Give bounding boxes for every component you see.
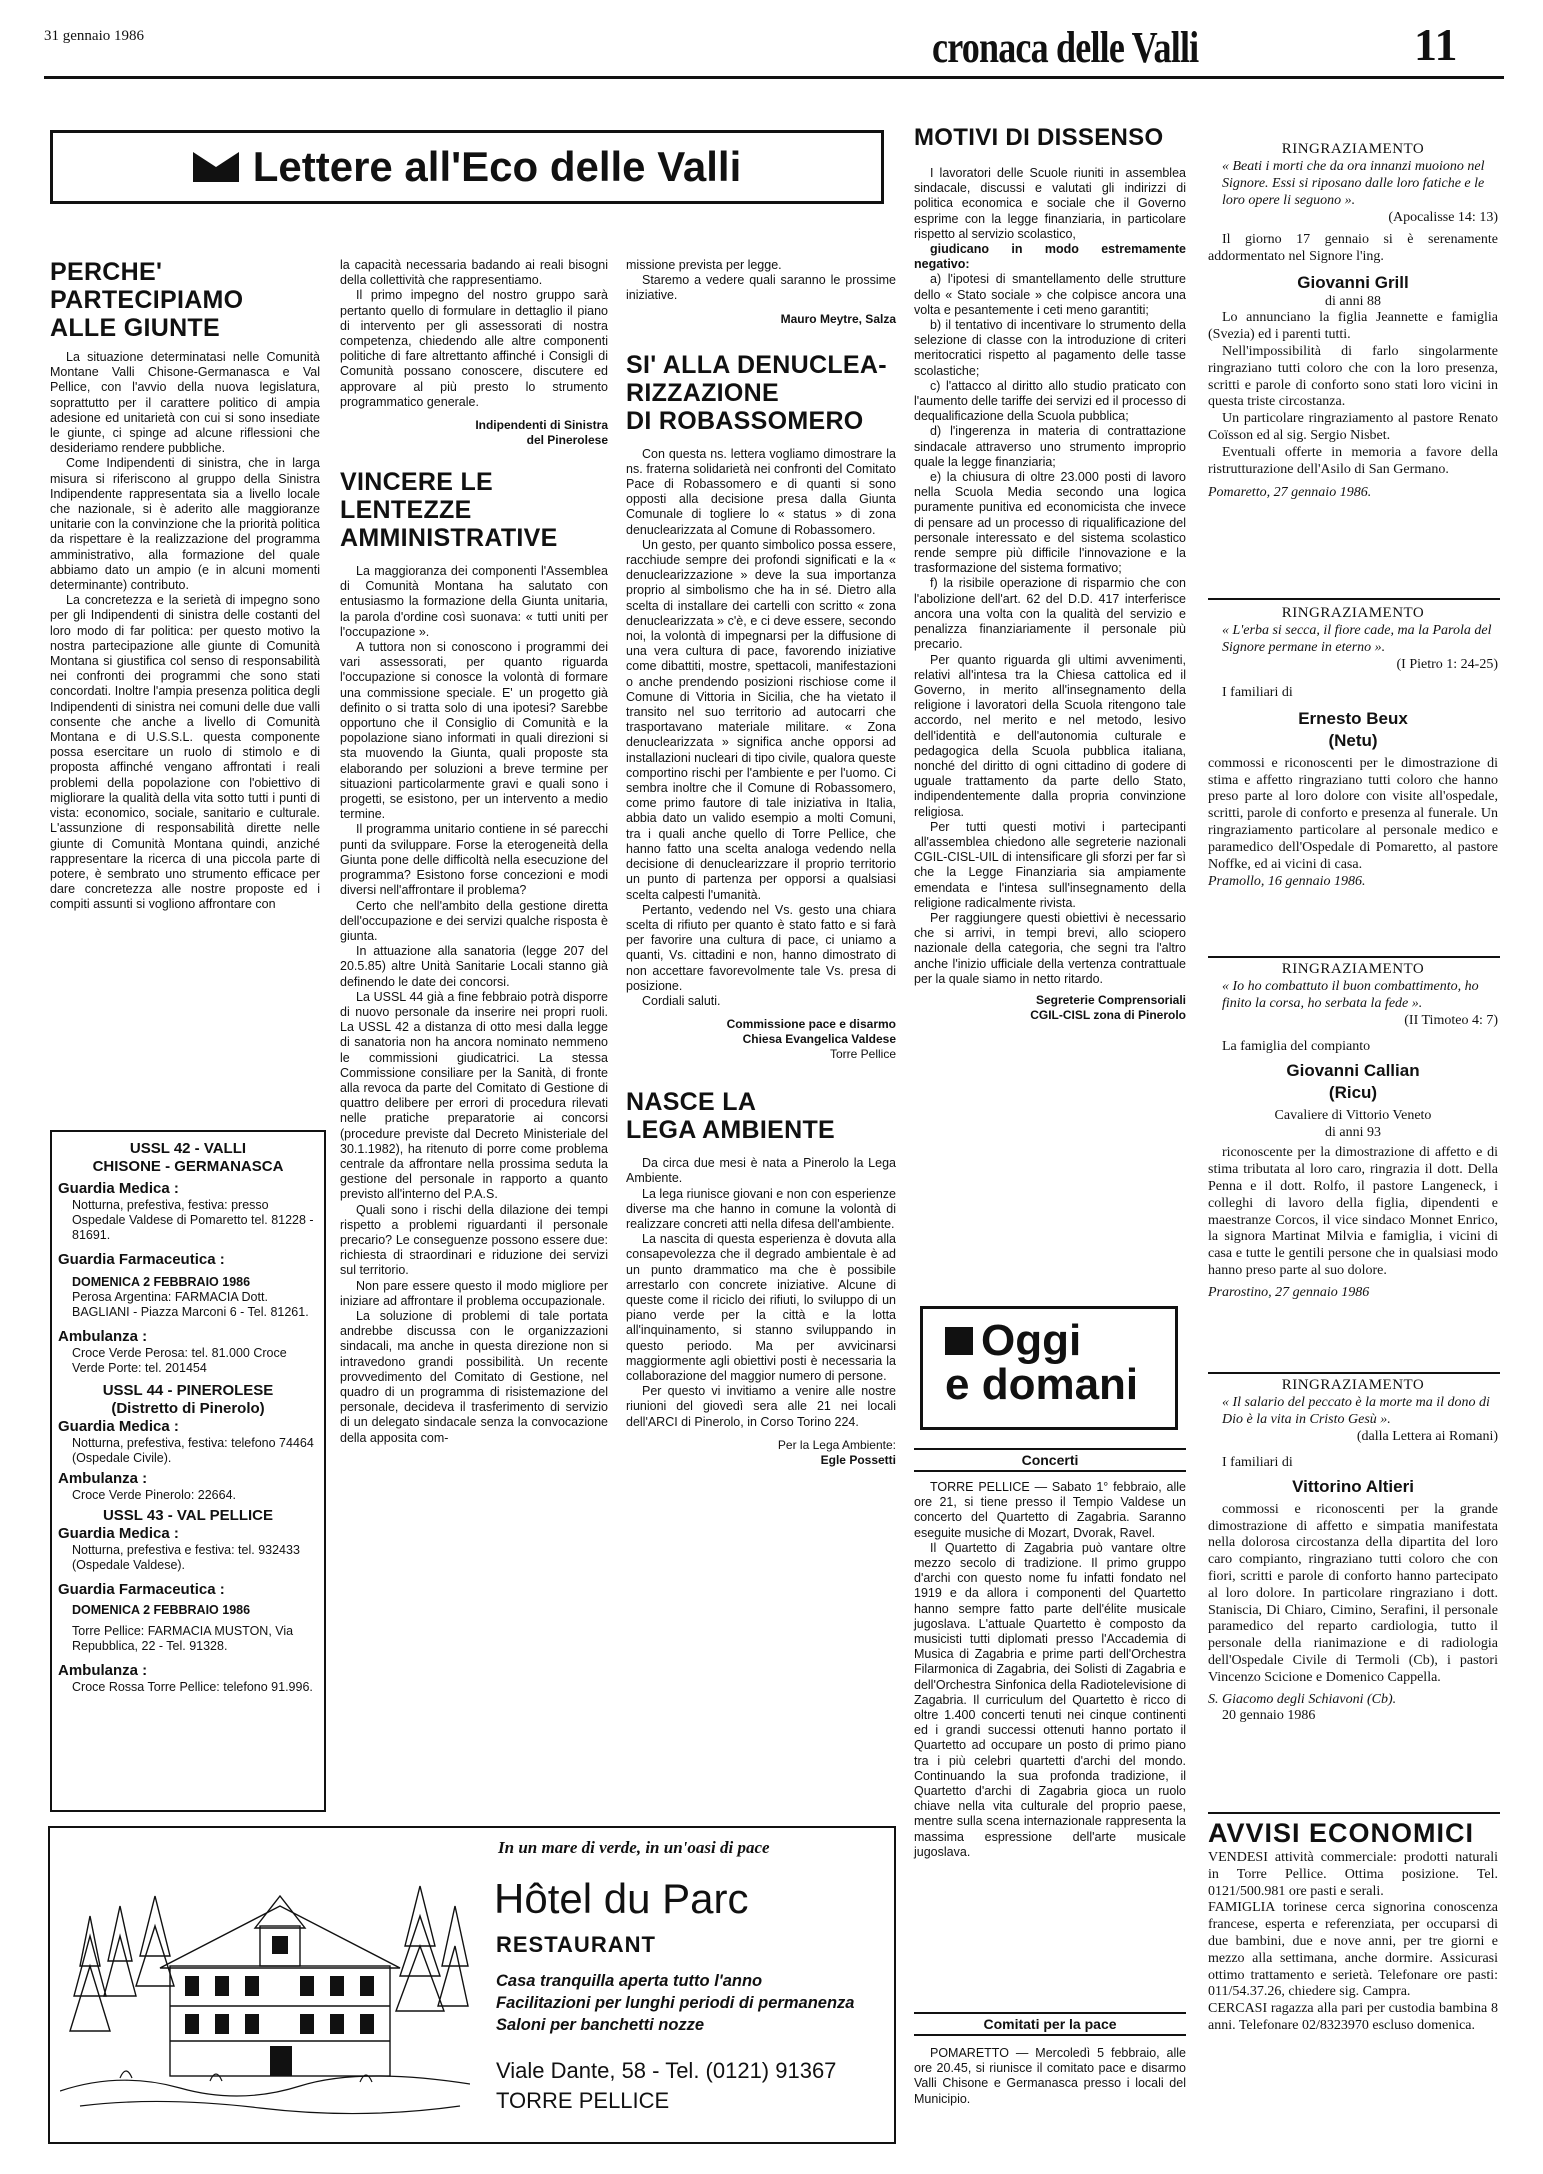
paragraph: Un gesto, per quanto simbolico possa essere, racchiude sempre dei profondi significati e la « denuclearizzazione » deve la sua importanza proprio al simbolismo che ha in sé. Dietro alla scelta di installare dei cartelli con scritto « zona denuclearizzata » c'è, e ci deve essere, secondo noi, la volontà di impegnarsi per la diffusione di una vera cultura di pace, favorendo iniziative come dibattiti, mostre, spettacoli, manifestazioni o anche prendendo posizioni rischiose come il Comune di Vittoria in Sicilia, che ha vietato il transito nel suo territorio ad autocarri che trasportavano materiale militare. « Zona denuclearizzata » significa anche opporsi ad installazioni nucleari di tipo civile, qualora queste comportino rischi per l'ambiente e per l'uomo. Ci sembra inoltre che il Comune di Robassomero, come primo fautore di tale iniziativa in Italia, abbia dato un valido esempio a molti Comuni, tra i quali anche quello di Torre Pellice, che hanno fatto una scelta analoga vedendo nella decisione di denuclearizzare il proprio territorio un punto di partenza per opporsi a qualsiasi scelta calpesti l'umanità. — [626, 537, 896, 902]
divider — [1208, 1812, 1500, 1814]
paragraph: Il programma unitario contiene in sé parecchi punti da sviluppare. Forse la eterogeneità della Giunta pone delle difficoltà nella esecuzione del programma? Esistono forse concezioni e modi diversi nell'affrontare il problema? — [340, 822, 608, 898]
ringraziamento-body — [1208, 310, 1498, 478]
column-4 — [914, 124, 1186, 1023]
paragraph: a) l'ipotesi di smantellamento delle strutture dello « Stato sociale » che colpisce ancora una volta e pesantemente i ceti meno garantiti; — [914, 272, 1186, 317]
comitati-heading: Comitati per la pace — [914, 2012, 1186, 2036]
paragraph: Per raggiungere questi obiettivi è necessario che si arrivi, in tempi brevi, allo sciopero nazionale della categoria, che segni tra l'altro anche l'inizio ufficiale della vertenza contrattuale per la quale siamo in netto ritardo. — [914, 910, 1186, 986]
col3-headline-line: NASCE LA — [626, 1088, 757, 1117]
signature-line: Torre Pellice — [829, 1047, 896, 1062]
ambulanza-text: Croce Verde Pinerolo: 22664. — [72, 1488, 236, 1502]
col3-signature-1: Mauro Meytre, Salza — [780, 311, 896, 326]
paragraph: c) l'attacco al diritto allo studio praticato con l'aumento delle tariffe dei servizi ed il processo di dequalificazione della Scuola pubblica; — [914, 378, 1186, 424]
guardia-medica-heading: Guardia Medica : — [58, 1525, 179, 1542]
ambulanza-heading: Ambulanza : — [58, 1470, 148, 1487]
paragraph: giudicano in modo estremamente negativo: — [914, 242, 1186, 272]
date: 20 gennaio 1986 — [1222, 1707, 1316, 1723]
bible-reference: (I Pietro 1: 24-25) — [1396, 657, 1498, 672]
guardia-farmaceutica-date: DOMENICA 2 FEBBRAIO 1986 — [72, 1275, 251, 1289]
guardia-farmaceutica-text: Torre Pellice: FARMACIA MUSTON, Via Repubblica, 22 - Tel. 91328. — [72, 1624, 294, 1653]
paragraph: Pertanto, vedendo nel Vs. gesto una chiara scelta di rifiuto per quanto è stato fatto e si farà per favorire una cultura di pace, ci uniamo a quanti, Vs. cittadini e non, hanno dimostrato di non accettare favorevolmente tale Vs. presa di posizione. — [626, 902, 896, 993]
col3-headline-line: DI ROBASSOMERO — [626, 406, 864, 435]
col2-headline-line: AMMINISTRATIVE — [340, 524, 558, 553]
divider — [1208, 956, 1500, 958]
paragraph: I familiari di — [1222, 1455, 1293, 1470]
hotel-tagline: In un mare di verde, in un'oasi di pace — [498, 1838, 770, 1857]
ambulanza-text: Croce Rossa Torre Pellice: telefono 91.996. — [72, 1680, 313, 1694]
ringraziamento-title: RINGRAZIAMENTO — [1281, 1377, 1425, 1393]
guardia-farmaceutica-heading: Guardia Farmaceutica : — [58, 1581, 225, 1598]
deceased-age: di anni 88 — [1325, 293, 1381, 309]
ambulanza-heading: Ambulanza : — [58, 1662, 148, 1679]
ringraziamento-title: RINGRAZIAMENTO — [1281, 961, 1425, 977]
page-number: 11 — [1414, 19, 1458, 70]
deceased-title: Cavaliere di Vittorio Veneto — [1274, 1107, 1432, 1123]
col3-headline-line: SI' ALLA DENUCLEA- — [626, 350, 887, 379]
avvisi-economici — [1208, 1818, 1498, 2035]
paragraph: Non pare essere questo il modo migliore per iniziare ad affrontare il problema occupazionale. — [340, 1278, 608, 1308]
col3-headline-line: LEGA AMBIENTE — [626, 1116, 835, 1145]
oggi-title — [945, 1316, 1175, 1365]
paragraph: La concretezza e la serietà di impegno sono per gli Indipendenti di sinistra delle costanti del loro modo di far politica: per questo motivo la nostra partecipazione alle giunte di Comunità Montana si giustifica col senso di responsabilità nei confronti dei programmi che sono stati concordati. Inoltre l'ampia presenza politica degli Indipendenti di sinistra nei comuni delle due valli consente che anche a livello di Comunità Montana e di U.S.S.L. questa componente possa esercitare un ruolo di stimolo e di proposta affinché vengano affrontati i reali problemi della popolazione con l'obiettivo di migliorare la qualità della vita sotto tutti i punti di vista: economico, sociale, sanitario e culturale. L'assunzione di responsabilità dirette nelle giunte di Comunità Montana quindi, anziché rappresentare la ricerca di una piccola parte di potere, è sembrato uno strumento efficace per dare concretezza alle nostre proposte ed i compiti assunti si vogliono affrontare con — [50, 593, 320, 912]
bible-reference: (II Timoteo 4: 7) — [1404, 1013, 1498, 1028]
paragraph: Un particolare ringraziamento al pastore Renato Coïsson ed al sig. Sergio Nisbet. — [1208, 411, 1498, 443]
deceased-name: Giovanni Callian — [1286, 1060, 1420, 1080]
paragraph: Staremo a vedere quali saranno le prossime iniziative. — [626, 273, 896, 303]
ringraziamento-3 — [1208, 960, 1498, 1301]
col3-headline — [626, 351, 896, 435]
col3-signature-3 — [626, 1438, 896, 1468]
deceased-nickname: (Ricu) — [1328, 1082, 1378, 1102]
paragraph: Quali sono i rischi della dilazione dei tempi rispetto a problemi riguardanti il personale precario? Le conseguenze possono essere due: richiesta di straordinari e riduzione dei servizi sul territorio. — [340, 1202, 608, 1278]
paragraph: la capacità necessaria badando ai reali bisogni della collettività che rappresentiamo. — [340, 258, 608, 288]
paragraph: La maggioranza dei componenti l'Assemblea di Comunità Montana ha salutato con entusiasmo la formazione della Giunta unitaria, la parola d'ordine così suonava: « tutti uniti per l'occupazione ». — [340, 564, 608, 639]
paragraph: Come Indipendenti di sinistra, che in larga misura si riferiscono al gruppo della Sinistra Indipendente rappresentata sia a livello locale che nazionale, si è aderito alle maggioranze unitarie con la convinzione che la priorità politica da rispettare è la realizzazione del programma amministrativo, alla formazione del quale abbiamo dato un ampio (e in alcuni momenti determinante) contributo. — [50, 456, 320, 593]
ambulanza-heading: Ambulanza : — [58, 1328, 148, 1345]
ringraziamento-title: RINGRAZIAMENTO — [1281, 141, 1425, 157]
paragraph: riconoscente per la dimostrazione di affetto e di stima tributata al loro caro, ringrazia il dott. Della Penna e il dott. Rolfo, il pastore Langeneck, i colleghi di lavoro della figlia, dipendenti e maestranze Corcos, il vice sindaco Monnet Enrico, la signora Martinat Milvia e famiglia, i vicini di casa e tutte le gentili persone che in qualsiasi modo hanno preso parte al suo dolore. — [1208, 1145, 1498, 1278]
col1-body — [50, 350, 320, 913]
signature-line: del Pinerolese — [526, 433, 608, 448]
paragraph: Nell'impossibilità di farlo singolarmente ringraziano tutti coloro che con la loro presenza, scritti e parole di conforto sono stati loro vicini in questa triste circostanza. — [1208, 343, 1498, 410]
hotel-contact — [496, 2056, 836, 2116]
avvisi-title: AVVISI ECONOMICI — [1208, 1818, 1475, 1848]
concerti-heading: Concerti — [914, 1448, 1186, 1472]
column-5 — [1208, 140, 1498, 501]
newspaper-title: cronaca delle Valli — [932, 23, 1199, 72]
deceased-nickname: (Netu) — [1328, 730, 1378, 750]
avvisi-body — [1208, 1850, 1498, 2035]
letters-banner — [50, 130, 884, 204]
hotel-advert — [48, 1826, 896, 2144]
col2-body — [340, 564, 608, 1446]
col1-headline-line: PARTECIPIAMO — [50, 286, 244, 314]
col1-headline-line: ALLE GIUNTE — [50, 314, 220, 342]
paragraph: commossi e riconoscenti per le dimostrazione di stima e affetto ringraziano tutti coloro che hanno preso parte al loro dolore con visite all'ospedale, scritti, parole di conforto e presenza al funerale. Un ringraziamento particolare al personale medico e paramedico dell'Ospedale di Pomaretto, al pastore Noffke, ed ai vicini di casa. — [1208, 755, 1498, 872]
classified-ad: CERCASI ragazza alla pari per custodia bambina 8 anni. Telefonare 02/8323970 escluso domenica. — [1208, 2001, 1498, 2033]
ringraziamento-title: RINGRAZIAMENTO — [1281, 605, 1425, 621]
place: S. Giacomo degli Schiavoni (Cb). — [1208, 1691, 1397, 1707]
hotel-illustration-icon — [60, 1856, 470, 2126]
hotel-restaurant: RESTAURANT — [496, 1932, 656, 1957]
guardia-medica-heading: Guardia Medica : — [58, 1180, 179, 1197]
paragraph: e) la chiusura di oltre 23.000 posti di lavoro nella Scuola Media secondo una logica puramente punitiva ed economicista che invece di pensare ad un processo di riqualificazione del personale interessato e del sistema scolastico rende sempre più difficile l'innovazione e la trasformazione del sistema formativo; — [914, 470, 1186, 576]
paragraph: La situazione determinatasi nelle Comunità Montane Valli Chisone-Germanasca e Val Pellice, con l'avvio della nuova legislatura, soprattutto per il carattere politico di ampia adesione ed unitarietà con cui si sono insediate le giunte, ci spinge ad alcune riflessioni che desideriamo rendere pubbliche. — [50, 350, 320, 456]
paragraph: TORRE PELLICE — Sabato 1° febbraio, alle ore 21, si tiene presso il Tempio Valdese un concerto del Quartetto di Zagabria. Saranno eseguite musiche di Mozart, Dvorak, Ravel. — [914, 1480, 1186, 1540]
oggi-e-domani-box — [920, 1306, 1178, 1430]
classified-ad: VENDESI attività commerciale: prodotti naturali in Torre Pellice. Ottima posizione. Tel. 0121/500.981 ore pasti e serali. — [1208, 1850, 1498, 1899]
guardia-farmaceutica-heading: Guardia Farmaceutica : — [58, 1251, 225, 1268]
col3-signature-2 — [626, 1017, 896, 1062]
deceased-name: Ernesto Beux — [1298, 708, 1408, 728]
classified-ad: FAMIGLIA torinese cerca signorina conoscenza francese, esperta e referenziata, per occuparsi di due bambini, due e nove anni, per tre giorni e mezzo alla settimana, anche dormire. Assicurasi ottimo trattamento e serietà. Telefonare ore pasti: 011/54.37.26, chiedere sig. Campra. — [1208, 1900, 1498, 2000]
paragraph: Per tutti questi motivi i partecipanti all'assemblea chiedono alle segreterie nazionali CGIL-CISL-UIL di intensificare gli sforzi per far sì che la Legge Finanziaria sia ampiamente emendata e l'intesa sull'insegnamento della religione radicalmente rivista. — [914, 819, 1186, 910]
guardia-farmaceutica-text: Perosa Argentina: FARMACIA Dott. BAGLIANI - Piazza Marconi 6 - Tel. 81261. — [72, 1290, 309, 1319]
divider — [1208, 598, 1500, 600]
col2-top-body — [340, 258, 608, 410]
paragraph: Certo che nell'ambito della gestione diretta dell'occupazione e dei servizi qualche risposta è giunta. — [340, 898, 608, 943]
ambulanza-text: Croce Verde Perosa: tel. 81.000 Croce Verde Porte: tel. 201454 — [72, 1346, 287, 1375]
paragraph: Il Quartetto di Zagabria può vantare oltre mezzo secolo di tradizione. Il primo gruppo d'archi con questo nome fu infatti fondato nel 1919 e da allora i componenti del Quartetto hanno sempre fatto parte dell'élite musicale jugoslava. L'attuale Quartetto è composto da musicisti tutti diplomati presso l'Accademia di Musica di Zagabria e prime parti dell'Orchestra Filarmonica di Zagabria, dei Solisti di Zagabria e dell'Orchestra Sinfonica della Radiotelevisione di Zagabria. Il curriculum del Quartetto è ricco di oltre 1.400 concerti tenuti nei cinque continenti ed i grandi successi ottenuti hanno portato il Quartetto ad occupare un posto di primo piano tra i più celebri quartetti d'archi del mondo. Continuando la sua profonda tradizione, il Quartetto d'archi di Zagabria gioca un ruolo chiave nella vita culturale del proprio paese, mentre sulla scena internazionale rappresenta la massima espressione dell'arte musicale jugoslava. — [914, 1540, 1186, 1859]
column-1 — [50, 258, 320, 913]
paragraph: Lo annunciano la figlia Jeannette e famiglia (Svezia) ed i parenti tutti. — [1208, 310, 1498, 343]
paragraph: Per questo vi invitiamo a venire alle nostre riunioni del giovedì sera alle 21 nei locali dell'ARCI di Pinerolo, in Corso Torino 224. — [626, 1384, 896, 1429]
col2-headline — [340, 468, 608, 552]
comitati-body — [914, 2046, 1186, 2107]
domani-word: e domani — [945, 1360, 1139, 1409]
signature-line: CGIL-CISL zona di Pinerolo — [1030, 1007, 1186, 1022]
paragraph: Eventuali offerte in memoria a favore della ristrutturazione dell'Asilo di San Germano. — [1208, 444, 1498, 477]
ringraziamento-body — [1208, 1145, 1498, 1279]
signature-line: Indipendenti di Sinistra — [475, 418, 608, 433]
column-3 — [626, 258, 896, 1468]
col3-top-body — [626, 258, 896, 304]
paragraph: A tuttora non si conoscono i programmi dei vari assessorati, per quanto riguarda l'occupazione si conosce la volontà di formare una commissione speciale. E' un progetto già definito o si tratta solo di una ipotesi? Sarebbe opportuno che il Consiglio di Comunità e la popolazione siano informati in quali direzioni si sta muovendo la Giunta, quali proposte sta elaborando per soluzioni a breve termine per situazioni particolarmente gravi e quali sono i progetti, se esistono, per un intervento a medio termine. — [340, 640, 608, 822]
col2-headline-line: LENTEZZE — [340, 496, 472, 525]
paragraph: In attuazione alla sanatoria (legge 207 del 20.5.85) altre Unità Sanitarie Locali stanno già definendo le date dei concorsi. — [340, 944, 608, 989]
place-date: Prarostino, 27 gennaio 1986 — [1208, 1284, 1370, 1300]
ringraziamento-4 — [1208, 1376, 1498, 1724]
guardia-farmaceutica-date: DOMENICA 2 FEBBRAIO 1986 — [72, 1603, 251, 1617]
paragraph: d) l'ingerenza in materia di contrattazione sindacale attraverso uno strumento improprio quale la legge finanziaria; — [914, 424, 1186, 469]
deceased-age: di anni 93 — [1325, 1124, 1381, 1140]
ussl42-title: USSL 42 - VALLI — [129, 1140, 247, 1157]
place-date: Pomaretto, 27 gennaio 1986. — [1208, 485, 1372, 501]
col4-body — [914, 166, 1186, 987]
col3-body — [626, 447, 896, 1010]
signature-line: Chiesa Evangelica Valdese — [742, 1032, 896, 1047]
square-bullet-icon — [945, 1327, 973, 1355]
ussl42-subtitle: CHISONE - GERMANASCA — [92, 1158, 284, 1175]
signature-line: Segreterie Comprensoriali — [1035, 992, 1186, 1007]
paragraph: commossi e riconoscenti per la grande dimostrazione di affetto e simpatia manifestata nella dolorosa circostanza della dipartita del loro caro compianto, ringraziano tutti coloro che con fiori, scritti e parole di conforto hanno partecipato al loro dolore. In particolare ringraziano i dott. Staniscia, Di Chiaro, Cimino, Serafini, il personale paramedico del reparto cardiologia, tutto il personale della rianimazione e di radiologia dell'Ospedale Civile di Termoli (Cb), i pastori Vincenzo Scicione e Domenico Cappella. — [1208, 1501, 1498, 1685]
paragraph: Con questa ns. lettera vogliamo dimostrare la ns. fraterna solidarietà nei confronti del Comitato Pace di Robassomero e di quanti si sono opposti alla decisione presa dalla Giunta Comunale di togliere lo « status » di zona denuclearizzata al Comune di Robassomero. — [626, 446, 896, 537]
paragraph: La lega riunisce giovani e non con esperienze diverse ma che hanno in comune la volontà di realizzare concreti atti nella difesa dell'ambiente. — [626, 1186, 896, 1231]
col2-headline-line: VINCERE LE — [340, 468, 494, 497]
col2-signature — [340, 418, 608, 448]
hotel-feature: Saloni per banchetti nozze — [496, 2016, 705, 2034]
ussl44-title: USSL 44 - PINEROLESE — [102, 1382, 274, 1399]
hotel-name: Hôtel du Parc — [494, 1875, 749, 1922]
ringraziamento-body — [1208, 756, 1498, 874]
masthead-rule — [44, 76, 1504, 79]
bible-quote: « L'erba si secca, il fiore cade, ma la Parola del Signore permane in eterno ». — [1222, 623, 1492, 655]
col4-headline: MOTIVI DI DISSENSO — [914, 124, 1164, 151]
col4-signature — [914, 993, 1186, 1023]
hotel-features — [496, 1970, 854, 2036]
paragraph: Il primo impegno del nostro gruppo sarà pertanto quello di formulare in dettaglio il piano di intervento per gli assessorati di nostra competenza, chiedendo alle altre componenti politiche di fare altrettanto affinché i Consigli di Comunità possano conoscere, discutere ed approvare al più presto lo strumento programmatico generale. — [340, 288, 608, 409]
hotel-address: Viale Dante, 58 - Tel. (0121) 91367 — [496, 2058, 837, 2083]
paragraph: Da circa due mesi è nata a Pinerolo la Lega Ambiente. — [626, 1156, 896, 1186]
paragraph: I lavoratori delle Scuole riuniti in assemblea sindacale, discussi e valutati gli indirizzi di politica economica e sociale che il Governo esprime con la legge finanziaria, in particolare rispetto al servizio scolastico, — [914, 166, 1186, 241]
signature-line: Commissione pace e disarmo — [726, 1017, 896, 1032]
paragraph: Cordiali saluti. — [642, 993, 721, 1008]
hotel-feature: Casa tranquilla aperta tutto l'anno — [496, 1972, 763, 1990]
paragraph: f) la risibile operazione di risparmio che con l'abolizione dell'art. 62 del D.D. 417 interferisce ancora una volta con la qualità del servizio e penalizza finanziariamente il personale più precario. — [914, 576, 1186, 652]
concerti-body — [914, 1480, 1186, 1860]
hotel-feature: Facilitazioni per lunghi periodi di permanenza — [496, 1994, 855, 2012]
signature-line: Egle Possetti — [820, 1452, 896, 1467]
divider — [1208, 1372, 1500, 1374]
col3-body-2 — [626, 1156, 896, 1430]
ussl43-title: USSL 43 - VAL PELLICE — [102, 1507, 274, 1524]
hotel-city: TORRE PELLICE — [496, 2088, 670, 2113]
bible-quote: « Beati i morti che da ora innanzi muoiono nel Signore. Essi si riposano dalle loro fatiche e le loro opere li seguono ». — [1222, 159, 1485, 208]
bible-quote: « Io ho combattuto il buon combattimento, ho finito la corsa, ho serbata la fede ». — [1222, 979, 1479, 1011]
column-2 — [340, 258, 608, 1446]
paragraph: POMARETTO — Mercoledì 5 febbraio, alle ore 20.45, si riunisce il comitato pace e disarmo Valli Chisone e Germanasca presso i locali del Municipio. — [914, 2046, 1186, 2106]
paragraph: La nascita di questa esperienza è dovuta alla consapevolezza che il degrado ambientale è ad un punto drammatico ma che è possibile arrestarlo con concrete iniziative. Alcune di queste come il riciclo dei rifiuti, lo sviluppo di un piano verde per la città e la lotta all'inquinamento, si stanno sviluppando in questo periodo. Ma per avvicinarsi maggiormente agli obiettivi posti è necessaria la collaborazione del maggior numero di persone. — [626, 1232, 896, 1383]
col1-headline — [50, 258, 320, 342]
col3-headline-2 — [626, 1088, 896, 1144]
bible-quote: « Il salario del peccato è la morte ma il dono di Dio è la vita in Cristo Gesù ». — [1222, 1395, 1490, 1427]
bible-reference: (Apocalisse 14: 13) — [1388, 210, 1498, 225]
deceased-name: Giovanni Grill — [1297, 272, 1409, 292]
paragraph: missione prevista per legge. — [626, 258, 782, 272]
place-date: Pramollo, 16 gennaio 1986. — [1208, 874, 1366, 890]
guardia-medica-heading: Guardia Medica : — [58, 1418, 179, 1435]
guardia-medica-text: Notturna, prefestiva, festiva: telefono 74464 (Ospedale Civile). — [72, 1436, 314, 1465]
oggi-word: Oggi — [981, 1316, 1082, 1365]
ringraziamento-body — [1208, 1502, 1498, 1687]
ringraziamento-2 — [1208, 604, 1498, 890]
col3-headline-line: RIZZAZIONE — [626, 378, 779, 407]
paragraph: b) il tentativo di incentivare lo strumento della selezione di classe con la introduzione di criteri meritocratici rispetto al pagamento delle tasse scolastiche; — [914, 318, 1186, 378]
paragraph: Per quanto riguarda gli ultimi avvenimenti, relativi all'intesa tra la Chiesa cattolica ed il Governo, in merito all'insegnamento della religione i lavoratori della Scuola ritengono tale accordo, nel merito e nel metodo, lesivo dell'identità e dell'autonomia culturale e pedagogica della Scuola pubblica italiana, nonché del diritto di ogni cittadino di godere di uguale trattamento da parte dello Stato, indipendentemente dalla propria convinzione religiosa. — [914, 652, 1186, 819]
guardia-medica-text: Notturna, prefestiva, festiva: presso Ospedale Valdese di Pomaretto tel. 81228 - 81691. — [72, 1198, 314, 1242]
envelope-icon — [193, 152, 239, 182]
paragraph: La USSL 44 già a fine febbraio potrà disporre di nuovo personale da inserire nei propri ruoli. La USSL 42 a distanza di otto mesi dalla legge di sanatoria non ha ancora nominato nemmeno le commissioni giudicatrici. La stessa Commissione consiliare per la Sanità, di fronte alla revoca da parte del Comitato di Gestione di quattro delibere per errori di procedura rilevati nelle pratiche preparatorie ai concorsi (procedure previste dal Decreto Ministeriale del 30.1.1982), ha ritenuto di porre come problema centrale da affrontare nella prossima seduta la gestione del personale in rapporto a quanto previsto all'interno del P.A.S. — [340, 989, 608, 1202]
deceased-name: Vittorino Altieri — [1292, 1476, 1414, 1496]
ussl-box — [50, 1130, 326, 1812]
signature-line: Per la Lega Ambiente: — [777, 1437, 896, 1452]
ussl44-subtitle: (Distretto di Pinerolo) — [111, 1400, 265, 1417]
guardia-medica-text: Notturna, prefestiva e festiva: tel. 932433 (Ospedale Valdese). — [72, 1543, 300, 1572]
col1-headline-line: PERCHE' — [50, 258, 163, 286]
banner-title: Lettere all'Eco delle Valli — [252, 143, 742, 190]
issue-date: 31 gennaio 1986 — [44, 28, 144, 44]
paragraph: La famiglia del compianto — [1222, 1039, 1371, 1054]
paragraph: La soluzione di problemi di tale portata andrebbe discussa con le organizzazioni sindacali, ma anche in questa direzione non si intravedono grandi possibilità. Un recente provvedimento del Comitato di Gestione, nel quadro di un programma di risistemazione del personale, decideva il trasferimento di servizio di un delegato sindacale senza la convocazione della apposita com- — [340, 1308, 608, 1445]
bible-reference: (dalla Lettera ai Romani) — [1356, 1429, 1498, 1444]
paragraph: Il giorno 17 gennaio si è serenamente addormentato nel Signore l'ing. — [1208, 232, 1498, 264]
paragraph: I familiari di — [1222, 685, 1293, 700]
